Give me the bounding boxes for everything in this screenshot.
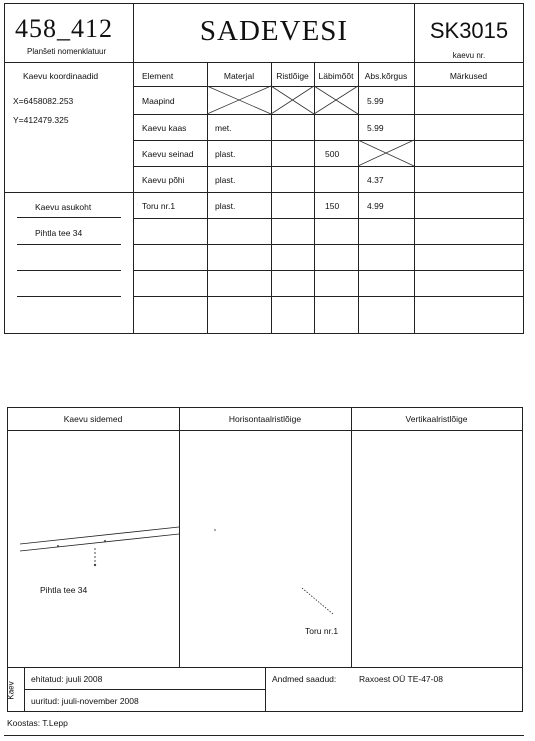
cell-element: Toru nr.1: [142, 201, 176, 211]
cell-element: Maapind: [142, 96, 175, 106]
col-header-material: Materjal: [223, 71, 255, 81]
col-header-cross-section: Ristlõige: [276, 71, 309, 81]
sketch-pipe-label: Toru nr.1: [305, 626, 339, 636]
footer-author: Koostas: T.Lepp: [7, 718, 68, 728]
map-number: 458_412: [15, 14, 113, 43]
cell-material: plast.: [215, 175, 236, 185]
cell-element: Kaevu kaas: [142, 123, 187, 133]
coord-x: X=6458082.253: [13, 96, 74, 106]
cell-element: Kaevu seinad: [142, 149, 194, 159]
cell-abs-height: 4.99: [367, 201, 384, 211]
page-title: SADEVESI: [199, 15, 349, 47]
col-header-element: Element: [142, 71, 174, 81]
cell-material: plast.: [215, 149, 236, 159]
sketch-header-vertical: Vertikaalristlõige: [405, 414, 468, 424]
cell-element: Kaevu põhi: [142, 175, 185, 185]
cell-abs-height: 5.99: [367, 123, 384, 133]
sketch-street-label: Pihtla tee 34: [40, 585, 88, 595]
footer-data-source: Raxoest OÜ TE-47-08: [359, 674, 443, 684]
sketch-header-connections: Kaevu sidemed: [63, 414, 123, 424]
coords-label: Kaevu koordinaadid: [23, 71, 99, 81]
cell-material: met.: [215, 123, 232, 133]
well-id-label: kaevu nr.: [452, 51, 486, 60]
location-address: Pihtla tee 34: [35, 228, 83, 238]
col-header-abs-height: Abs.kõrgus: [364, 71, 408, 81]
col-header-notes: Märkused: [449, 71, 488, 81]
cell-abs-height: 4.37: [367, 175, 384, 185]
footer-data-label: Andmed saadud:: [272, 674, 337, 684]
footer-surveyed: uuritud: juuli-november 2008: [31, 696, 139, 706]
coord-y: Y=412479.325: [13, 115, 69, 125]
location-label: Kaevu asukoht: [35, 202, 92, 212]
cell-diameter: 150: [325, 201, 340, 211]
footer-built: ehitatud: juuli 2008: [31, 674, 103, 684]
sketch-header-horizontal: Horisontaalristlõige: [228, 414, 302, 424]
cell-abs-height: 5.99: [367, 96, 384, 106]
cell-diameter: 500: [325, 149, 340, 159]
map-number-label: Planšeti nomenklatuur: [27, 47, 107, 56]
col-header-diameter: Läbimõõt: [318, 71, 354, 81]
footer-side-label: Kaev: [6, 681, 16, 700]
well-id: SK3015: [429, 18, 509, 43]
cell-material: plast.: [215, 201, 236, 211]
